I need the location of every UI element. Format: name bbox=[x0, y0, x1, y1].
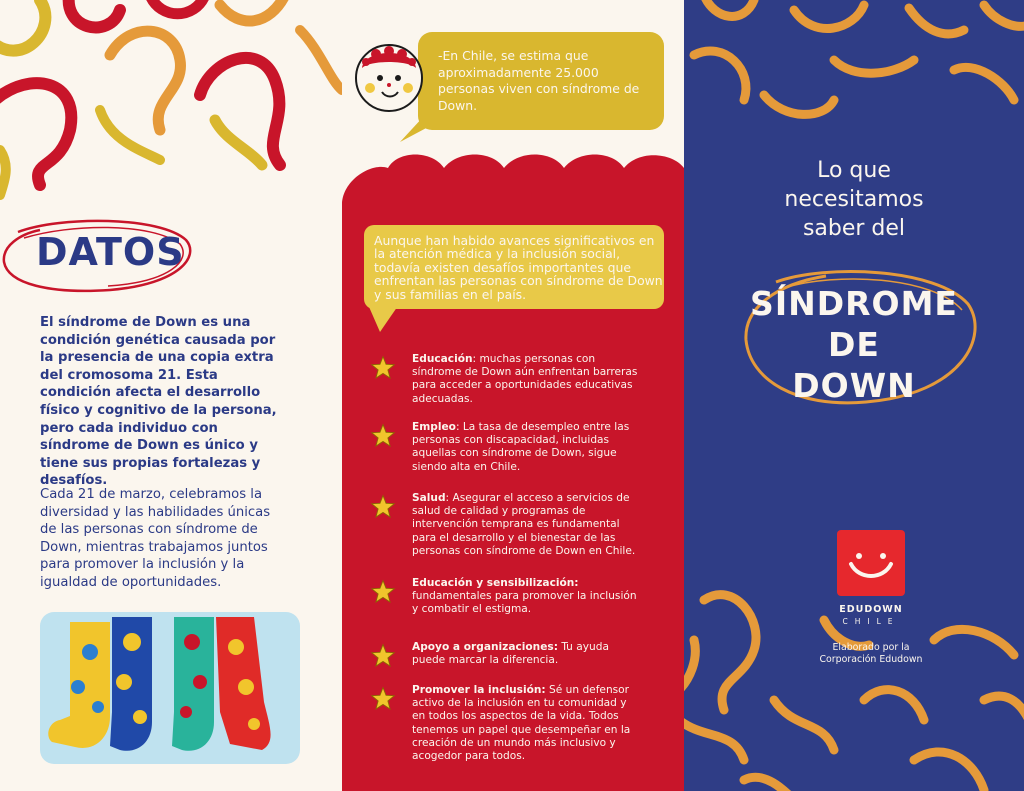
intro-text: Aunque han habido avances significativos en la atención médica y la inclusión social, todavía existen desafíos importantes que enfrentan las personas con síndrome de Down y sus familias en el país. bbox=[374, 233, 663, 302]
title-line: DE bbox=[828, 325, 880, 364]
bubble-tail bbox=[390, 116, 430, 146]
item-text: Sé un defensor activo de la inclusión en tu comunidad y en todos los aspectos de la vida. Todos tenemos un papel que desempeñar en la creación de un mundo más inclusivo y acogedor para todos. bbox=[412, 684, 631, 763]
cover-subtitle bbox=[684, 156, 1024, 243]
item-title: Promover la inclusión: bbox=[412, 684, 546, 696]
datos-heading-block bbox=[0, 212, 200, 298]
credit-line: Corporación Edudown bbox=[819, 654, 923, 666]
title-line: SÍNDROME bbox=[750, 284, 958, 323]
item-title: Educación bbox=[412, 353, 473, 365]
item-text: Tu ayuda puede marcar la diferencia. bbox=[412, 641, 609, 667]
star-icon bbox=[370, 494, 396, 520]
logo-subtitle: CHILE bbox=[842, 617, 900, 626]
march-21-text: Cada 21 de marzo, celebramos la diversidad y las habilidades únicas de las personas con síndrome de Down, mientras trabajamos juntos para promover la inclusión y la igualdad de oportunidades. bbox=[40, 487, 271, 590]
item-text: : muchas personas con síndrome de Down aún enfrentan barreras para acceder a oportunidades educativas adecuadas. bbox=[412, 353, 638, 405]
socks-photo bbox=[40, 612, 300, 764]
cover-title bbox=[684, 283, 1024, 406]
decorative-squiggles bbox=[0, 0, 342, 200]
made-by-credit bbox=[784, 642, 958, 667]
edudown-logo bbox=[837, 530, 905, 596]
item-text: : Asegurar el acceso a servicios de salud de calidad y programas de intervención temprana es fundamental para el desarrollo y el bienestar de las personas con síndrome de Down en Chile. bbox=[412, 492, 636, 557]
item-text: fundamentales para promover la inclusión y combatir el estigma. bbox=[412, 590, 637, 616]
datos-title: DATOS bbox=[36, 230, 185, 274]
subtitle-line: saber del bbox=[802, 216, 906, 241]
panel-chile-info bbox=[342, 0, 684, 791]
smile-logo-icon bbox=[837, 530, 905, 596]
star-icon bbox=[370, 686, 396, 712]
smiley-face-icon bbox=[352, 40, 426, 114]
subtitle-line: necesitamos bbox=[784, 187, 924, 212]
star-icon bbox=[370, 643, 396, 669]
item-title: Apoyo a organizaciones: bbox=[412, 641, 558, 653]
panel-cover bbox=[684, 0, 1024, 791]
panel-datos bbox=[0, 0, 342, 791]
star-icon bbox=[370, 579, 396, 605]
down-syndrome-definition: El síndrome de Down es una condición genética causada por la presencia de una copia extra del cromosoma 21. Esta condición afecta el desarrollo físico y cognitivo de la persona, pero cada individuo con síndrome de Down es único y tiene sus propias fortalezas y desafíos. bbox=[40, 315, 277, 489]
subtitle-line: Lo que bbox=[817, 158, 891, 183]
star-icon bbox=[370, 423, 396, 449]
item-text: : La tasa de desempleo entre las personas con discapacidad, incluidas aquellas con síndrome de Down, sigue siendo alta en Chile. bbox=[412, 421, 630, 473]
statistic-text: -En Chile, se estima que aproximadamente 25.000 personas viven con síndrome de Down. bbox=[438, 48, 640, 113]
item-title: Educación y sensibilización: bbox=[412, 577, 579, 589]
item-title: Salud bbox=[412, 492, 446, 504]
logo-name: EDUDOWN bbox=[839, 604, 903, 615]
item-title: Empleo bbox=[412, 421, 456, 433]
title-line: DOWN bbox=[792, 366, 916, 405]
bubble-tail-2 bbox=[366, 300, 406, 334]
star-icon bbox=[370, 355, 396, 381]
credit-line: Elaborado por la bbox=[832, 642, 910, 653]
